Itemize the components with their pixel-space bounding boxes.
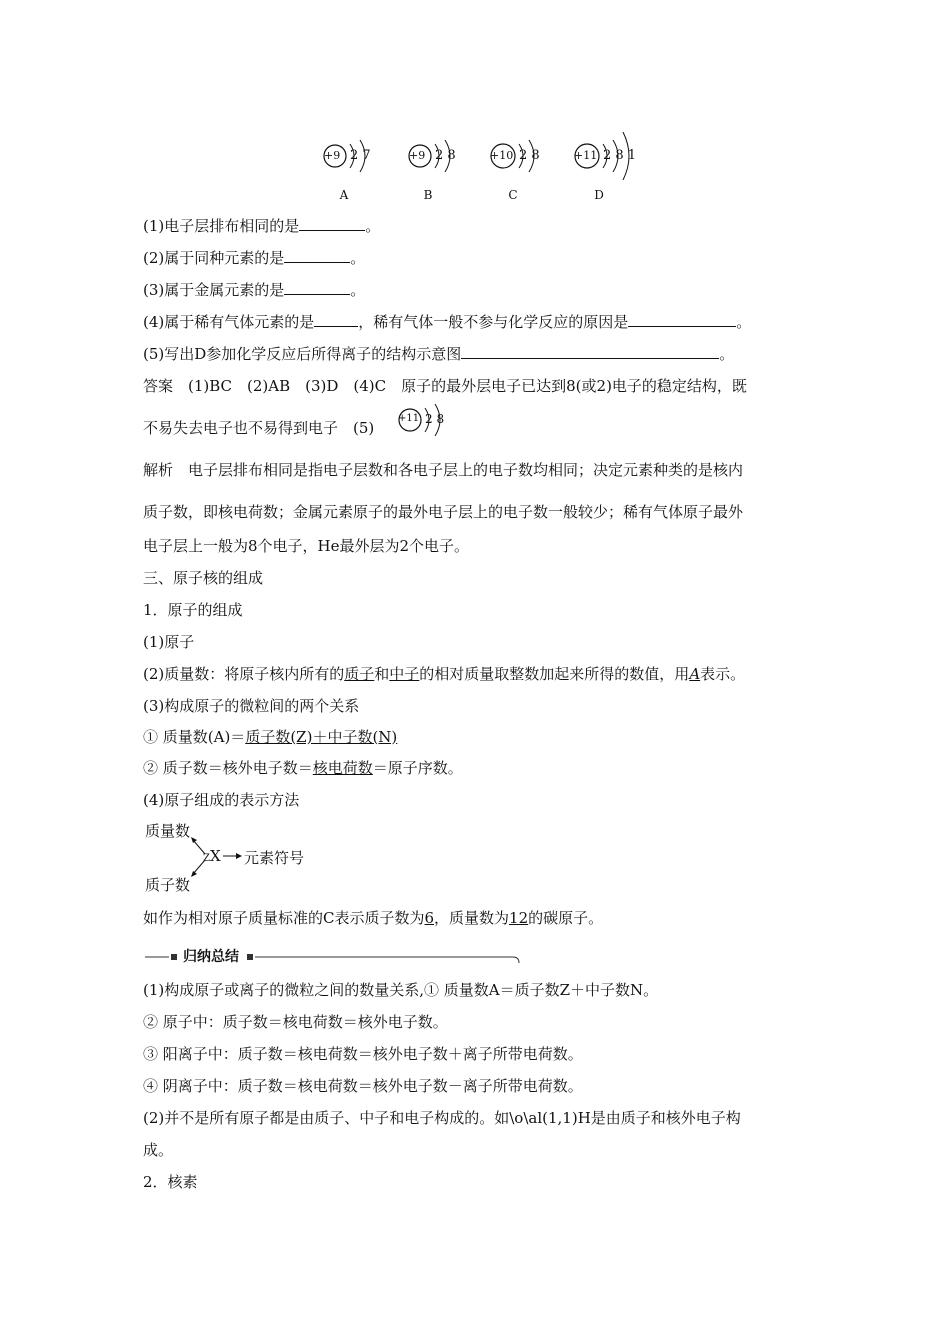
- summary-header: [143, 949, 521, 963]
- atom-c-shells: 2 8: [519, 148, 540, 163]
- item-mass-number: (2)质量数：将原子核内所有的质子和中子的相对质量取整数加起来所得的数值，用A表示。: [143, 665, 746, 683]
- question-5: (5)写出D参加化学反应后所得离子的结构示意图 。: [143, 345, 735, 363]
- atom-diagram-c: [488, 138, 558, 182]
- answer-blank-4a[interactable]: [314, 312, 358, 327]
- atom-b-label: B: [423, 188, 433, 202]
- answer-blank-5[interactable]: [461, 344, 719, 359]
- relation-1: ① 质量数(A)＝质子数(Z)＋中子数(N): [143, 728, 398, 746]
- atom-c-label: C: [508, 188, 518, 202]
- answer-blank-3[interactable]: [284, 280, 350, 295]
- atom-diagram-d: [572, 128, 652, 182]
- answer-ion-charge: +11: [398, 413, 420, 424]
- answer-blank-2[interactable]: [284, 248, 350, 263]
- atom-d-charge: +11: [574, 149, 598, 162]
- summary-line-4: ④ 阴离子中：质子数＝核电荷数＝核外电子数－离子所带电荷数。: [143, 1077, 583, 1095]
- label-element-symbol: 元素符号: [244, 849, 305, 867]
- summary-line-1: (1)构成原子或离子的微粒之间的数量关系,① 质量数A＝质子数Z＋中子数N。: [143, 981, 659, 999]
- atom-d-shells: 2 8 1: [603, 148, 637, 163]
- atom-c-charge: +10: [490, 149, 514, 162]
- carbon-example: 如作为相对原子质量标准的C表示质子数为6，质量数为12的碳原子。: [143, 909, 604, 927]
- answer-line-1: 答案 (1)BC (2)AB (3)D (4)C 原子的最外层电子已达到8(或2)电子的稳定结构，既: [143, 377, 747, 395]
- nuclide-notation-diagram: [143, 818, 363, 894]
- answer-blank-1[interactable]: [299, 216, 365, 231]
- section-heading: 三、原子核的组成: [143, 569, 264, 587]
- atom-b-charge: +9: [409, 149, 426, 162]
- label-z-subscript: Z: [203, 853, 210, 864]
- summary-line-3: ③ 阳离子中：质子数＝核电荷数＝核外电子数＋离子所带电荷数。: [143, 1045, 583, 1063]
- summary-line-2: ② 原子中：质子数＝核电荷数＝核外电子数。: [143, 1013, 448, 1031]
- atom-a-shells: 2 7: [350, 148, 371, 163]
- item-notation: (4)原子组成的表示方法: [143, 791, 300, 809]
- atom-diagram-b: [405, 138, 475, 182]
- atom-d-label: D: [594, 188, 604, 202]
- explanation-line-3: 电子层上一般为8个电子，He最外层为2个电子。: [143, 537, 470, 555]
- question-4: (4)属于稀有气体元素的是 ，稀有气体一般不参与化学反应的原因是 。: [143, 313, 752, 331]
- item-atom: (1)原子: [143, 633, 195, 651]
- answer-ion-shells: 2 8: [425, 412, 445, 426]
- subsection-2-heading: 2．核素: [143, 1173, 198, 1191]
- label-proton-number: 质子数: [145, 876, 191, 894]
- explanation-line-1: 解析 电子层排布相同是指电子层数和各电子层上的电子数均相同；决定元素种类的是核内: [143, 461, 744, 479]
- subsection-1-heading: 1．原子的组成: [143, 601, 243, 619]
- answer-blank-4b[interactable]: [628, 312, 736, 327]
- question-1: (1)电子层排布相同的是 。: [143, 217, 381, 235]
- atom-diagram-a: [320, 138, 390, 182]
- question-3: (3)属于金属元素的是 。: [143, 281, 366, 299]
- item-relations: (3)构成原子的微粒间的两个关系: [143, 697, 360, 715]
- question-2: (2)属于同种元素的是 。: [143, 249, 366, 267]
- atom-a-label: A: [339, 188, 349, 202]
- atom-b-shells: 2 8: [435, 148, 456, 163]
- answer-ion-diagram: [397, 402, 453, 446]
- label-element-x: X: [210, 847, 221, 865]
- explanation-line-2: 质子数，即核电荷数；金属元素原子的最外电子层上的电子数一般较少；稀有气体原子最外: [143, 503, 744, 521]
- atom-a-charge: +9: [324, 149, 341, 162]
- label-mass-number: 质量数: [145, 822, 191, 840]
- summary-title: 归纳总结: [183, 949, 239, 965]
- summary-line-5: (2)并不是所有原子都是由质子、中子和电子构成的。如\o\al(1,1)H是由质子和核外电子构: [143, 1109, 741, 1127]
- relation-2: ② 质子数＝核外电子数＝核电荷数＝原子序数。: [143, 759, 463, 777]
- summary-line-6: 成。: [143, 1141, 174, 1159]
- answer-line-2: 不易失去电子也不易得到电子 (5): [143, 419, 375, 437]
